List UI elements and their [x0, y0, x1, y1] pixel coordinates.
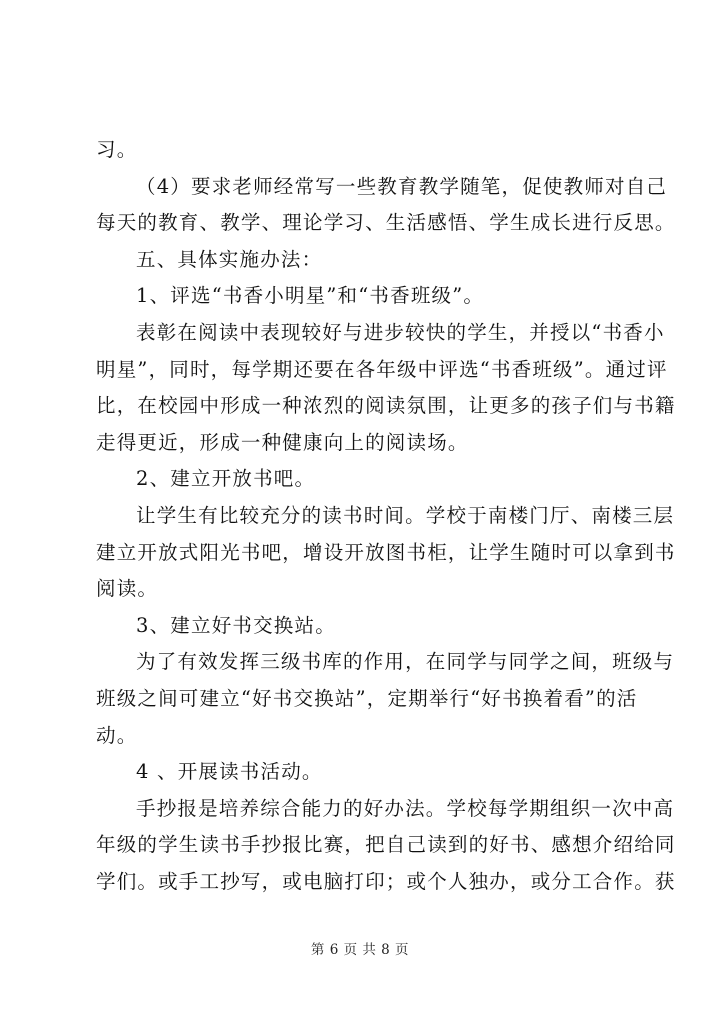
- text-line: 为了有效发挥三级书库的作用，在同学与同学之间，班级与: [136, 650, 675, 674]
- text-line: 3、建立好书交换站。: [136, 613, 336, 637]
- document-body: [96, 132, 676, 900]
- text-line: 4 、开展读书活动。: [136, 760, 323, 784]
- text-line: （4）要求老师经常写一些教育教学随笔，促使教师对自己: [136, 174, 668, 198]
- text-line: 建立开放式阳光书吧，增设开放图书柜，让学生随时可以拿到书: [96, 540, 676, 564]
- text-line: 每天的教育、教学、理论学习、生活感悟、学生成长进行反思。: [96, 211, 676, 235]
- text-line: 让学生有比较充分的读书时间。学校于南楼门厅、南楼三层: [136, 503, 675, 527]
- text-line: 手抄报是培养综合能力的好办法。学校每学期组织一次中高: [136, 796, 675, 820]
- text-line: 走得更近，形成一种健康向上的阅读场。: [96, 430, 469, 454]
- text-line: 比，在校园中形成一种浓烈的阅读氛围，让更多的孩子们与书籍: [96, 394, 676, 418]
- text-line: 表彰在阅读中表现较好与进步较快的学生，并授以“书香小: [136, 320, 665, 344]
- text-line: 1、评选“书香小明星”和“书香班级”。: [136, 284, 485, 308]
- text-line: 班级之间可建立“好书交换站”，定期举行“好书换着看”的活: [96, 686, 638, 710]
- text-line: 年级的学生读书手抄报比赛，把自己读到的好书、感想介绍给同: [96, 833, 676, 857]
- text-line: 动。: [96, 723, 138, 747]
- text-line: 阅读。: [96, 577, 159, 601]
- page-footer: 第 6 页 共 8 页: [310, 942, 410, 958]
- text-line: 明星”，同时，每学期还要在各年级中评选“书香班级”。通过评: [96, 357, 668, 381]
- text-line: 五、具体实施办法：: [136, 247, 323, 271]
- text-line: 学们。或手工抄写，或电脑打印；或个人独办，或分工合作。获: [96, 869, 676, 893]
- text-line: 习。: [96, 138, 138, 161]
- text-line: 2、建立开放书吧。: [136, 467, 316, 491]
